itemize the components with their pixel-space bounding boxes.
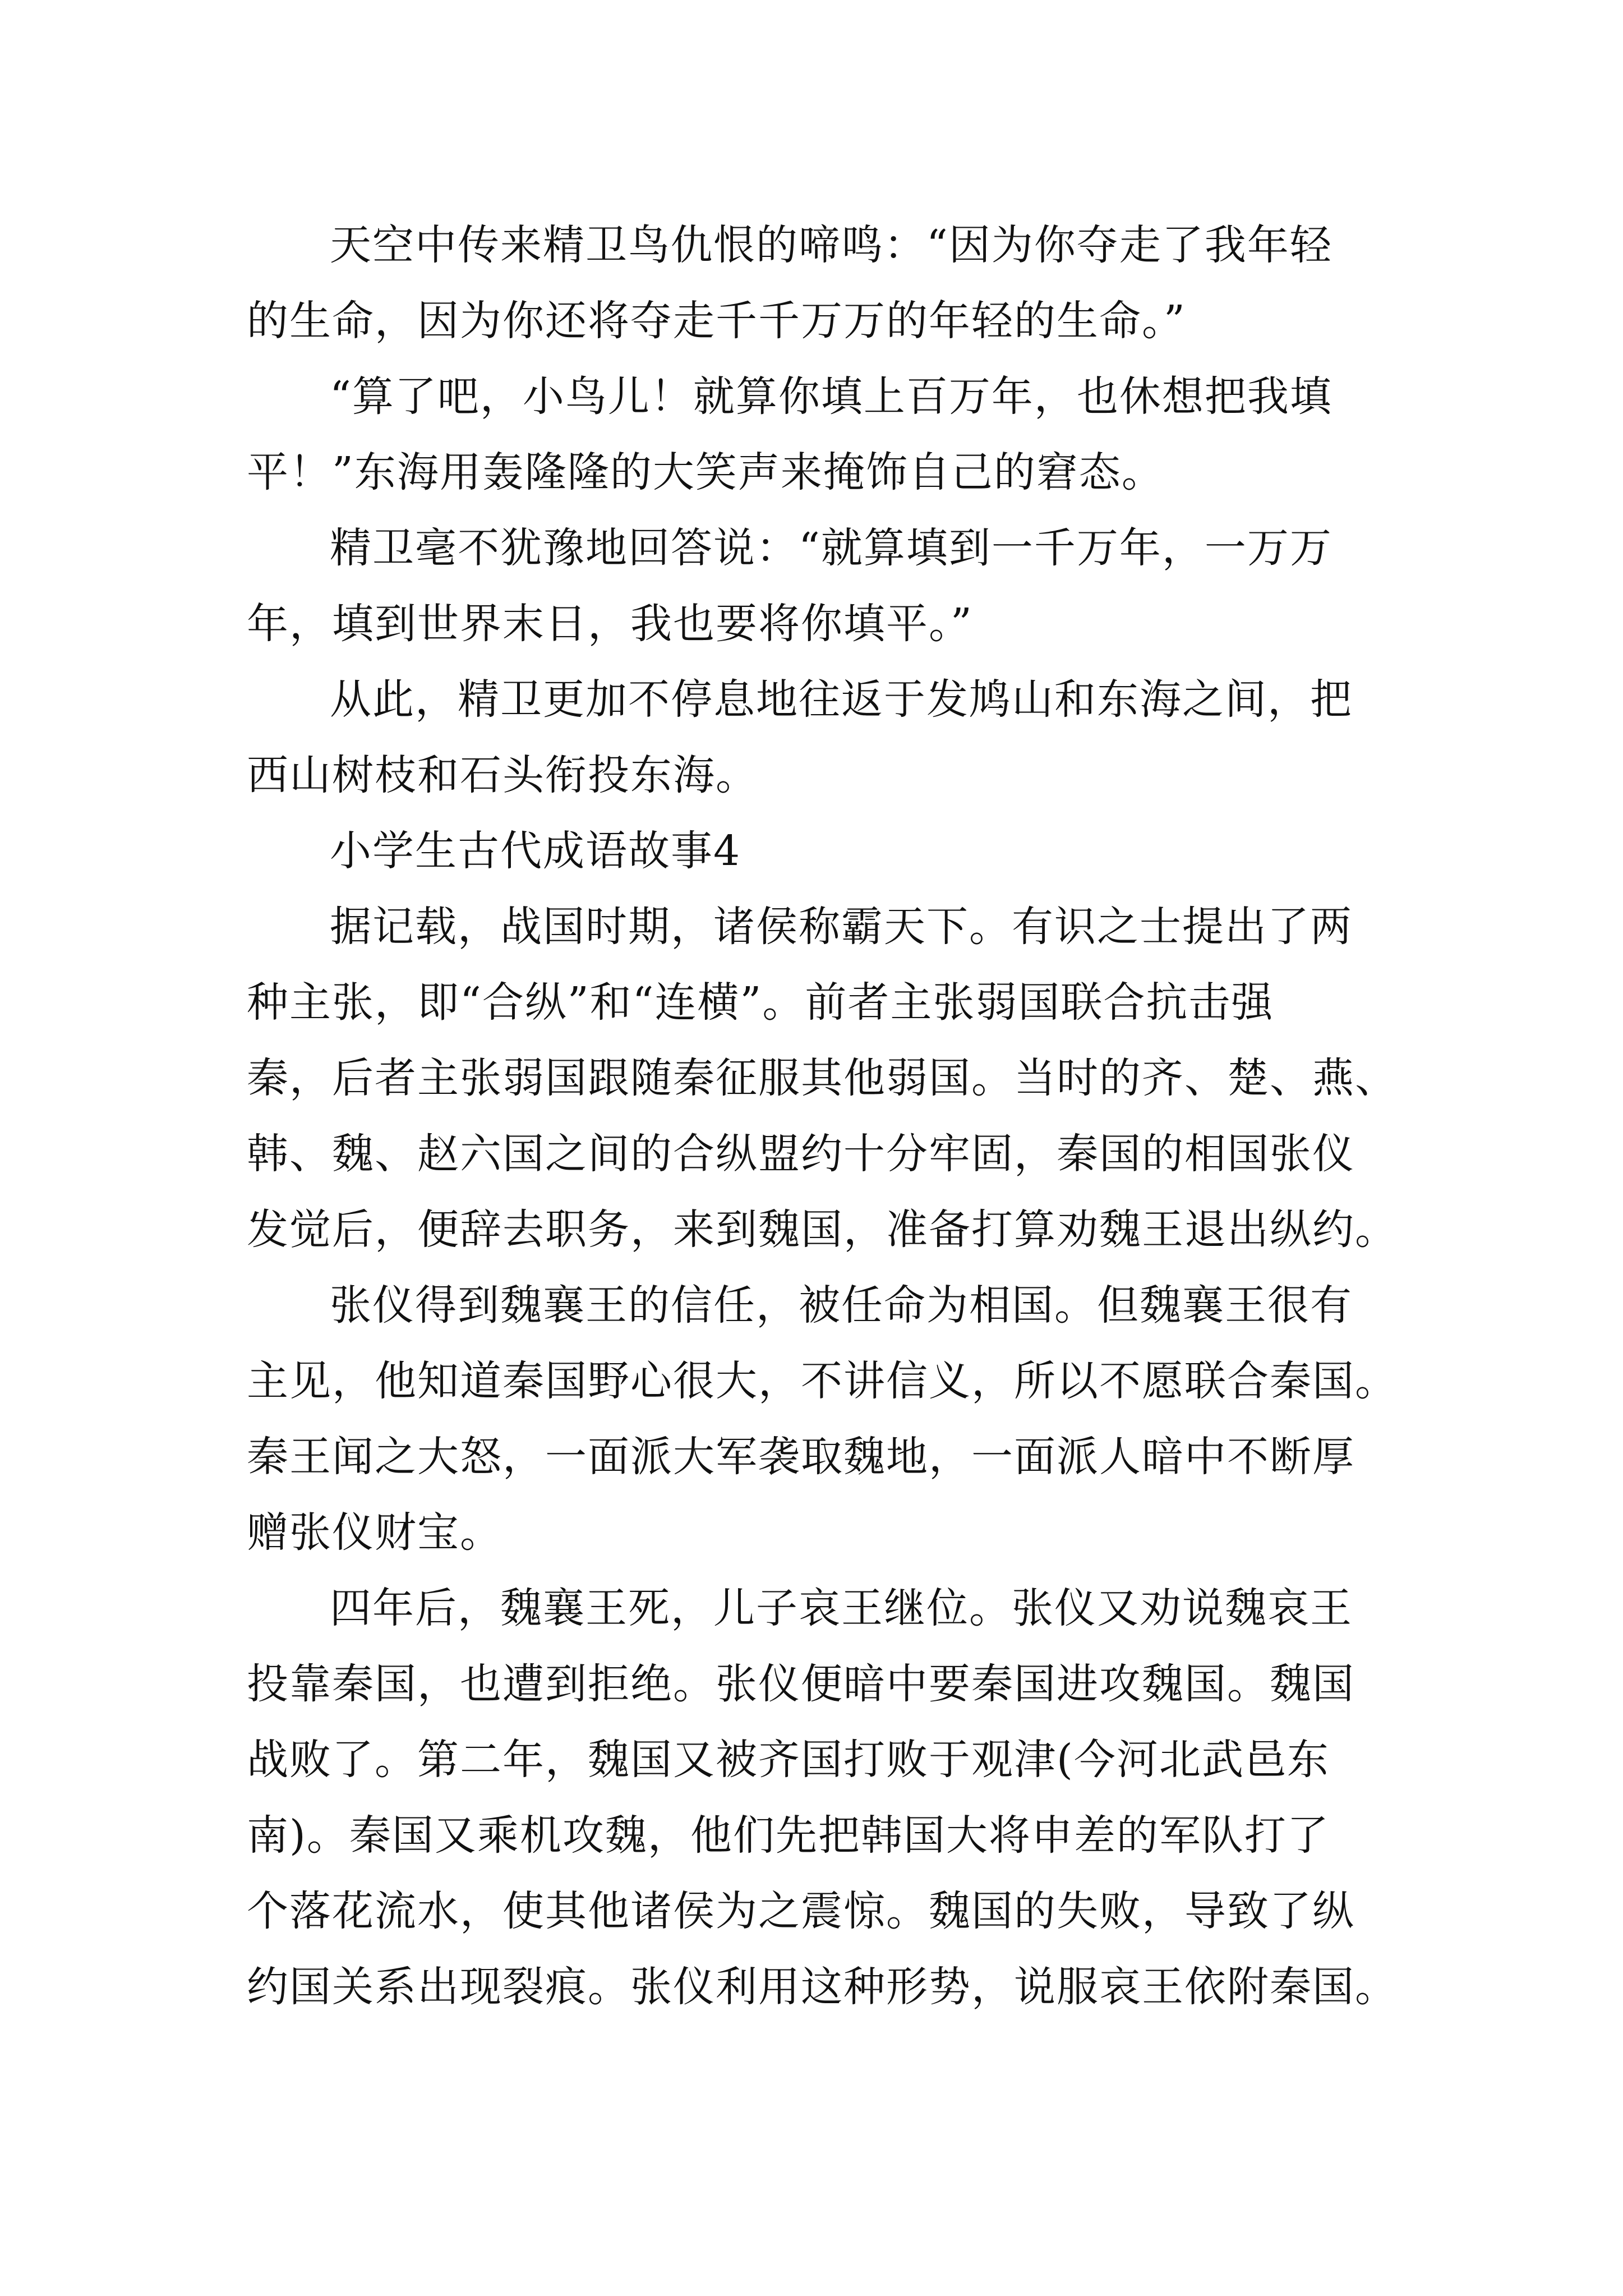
- text-line: 精卫毫不犹豫地回答说：“就算填到一千万年，一万万: [330, 524, 1332, 572]
- text-line: 从此，精卫更加不停息地往返于发鸠山和东海之间，把: [330, 675, 1353, 724]
- text-line: 主见，他知道秦国野心很大，不讲信义，所以不愿联合秦国。: [247, 1357, 1398, 1405]
- text-line: 发觉后，便辞去职务，来到魏国，准备打算劝魏王退出纵约。: [247, 1205, 1398, 1254]
- text-line: 赠张仪财宝。: [247, 1508, 502, 1557]
- text-line: 平！”东海用轰隆隆的大笑声来掩饰自己的窘态。: [247, 448, 1164, 496]
- text-line: 韩、魏、赵六国之间的合纵盟约十分牢固，秦国的相国张仪: [247, 1130, 1355, 1178]
- text-line: 种主张，即“合纵”和“连横”。前者主张弱国联合抗击强: [247, 978, 1274, 1027]
- text-line: 秦王闻之大怒，一面派大军袭取魏地，一面派人暗中不断厚: [247, 1433, 1355, 1481]
- section-heading: 小学生古代成语故事4: [330, 827, 741, 875]
- text-line: 个落花流水，使其他诸侯为之震惊。魏国的失败，导致了纵: [247, 1887, 1355, 1935]
- text-line: “算了吧，小鸟儿！就算你填上百万年，也休想把我填: [330, 372, 1332, 421]
- text-line: 秦，后者主张弱国跟随秦征服其他弱国。当时的齐、楚、燕、: [247, 1054, 1398, 1102]
- text-line: 四年后，魏襄王死，儿子哀王继位。张仪又劝说魏哀王: [330, 1584, 1353, 1632]
- text-line: 西山树枝和石头衔投东海。: [247, 751, 758, 799]
- text-line: 据记载，战国时期，诸侯称霸天下。有识之士提出了两: [330, 903, 1353, 951]
- text-line: 张仪得到魏襄王的信任，被任命为相国。但魏襄王很有: [330, 1281, 1353, 1329]
- text-line: 天空中传来精卫鸟仇恨的啼鸣：“因为你夺走了我年轻: [330, 221, 1332, 269]
- text-line: 的生命，因为你还将夺走千千万万的年轻的生命。”: [247, 297, 1186, 345]
- text-line: 投靠秦国，也遭到拒绝。张仪便暗中要秦国进攻魏国。魏国: [247, 1660, 1355, 1708]
- text-line: 南)。秦国又乘机攻魏，他们先把韩国大将申差的军队打了: [247, 1811, 1330, 1860]
- text-line: 战败了。第二年，魏国又被齐国打败于观津(今河北武邑东: [247, 1736, 1330, 1784]
- text-line: 年，填到世界末日，我也要将你填平。”: [247, 600, 973, 648]
- text-line: 约国关系出现裂痕。张仪利用这种形势，说服哀王依附秦国。: [247, 1963, 1398, 2011]
